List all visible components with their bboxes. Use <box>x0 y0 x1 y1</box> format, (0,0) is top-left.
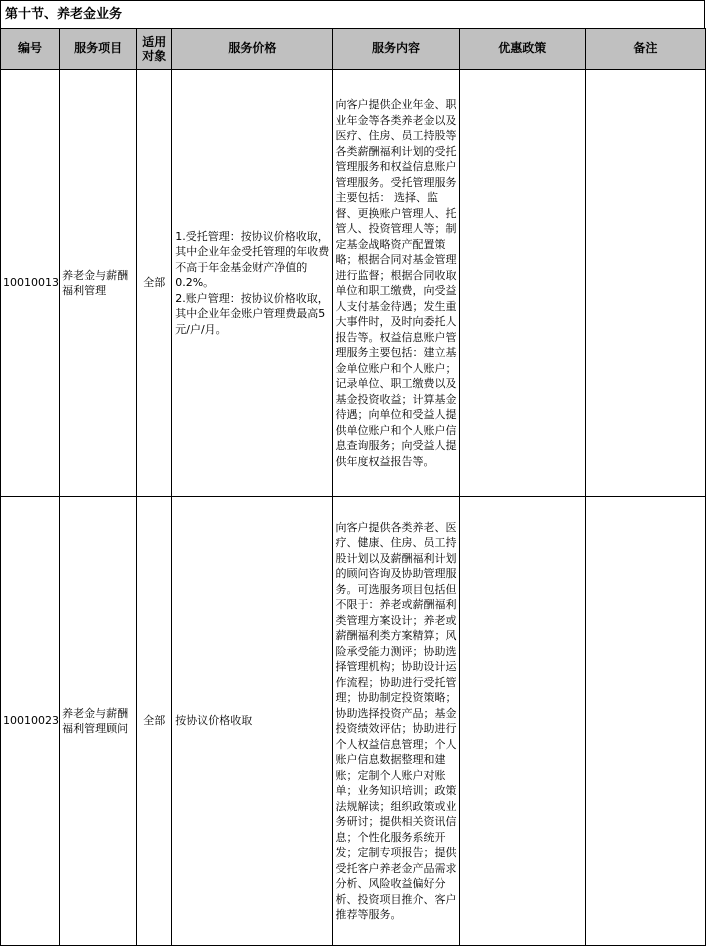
cell-policy <box>459 497 585 946</box>
cell-item: 养老金与薪酬福利管理顾问 <box>60 497 137 946</box>
cell-price: 1.受托管理：按协议价格收取，其中企业年金受托管理的年收费不高于年金基金财产净值的0.2%。 2.账户管理：按协议价格收取，其中企业年金账户管理费最高5元/户/月。 <box>172 70 333 497</box>
cell-code: 10010023 <box>1 497 60 946</box>
table-row <box>1 70 706 497</box>
header-row <box>1 29 706 70</box>
cell-target: 全部 <box>137 497 172 946</box>
cell-policy <box>459 70 585 497</box>
table-row <box>1 497 706 946</box>
header-policy: 优惠政策 <box>459 29 585 70</box>
cell-content: 向客户提供各类养老、医疗、健康、住房、员工持股计划以及薪酬福利计划的顾问咨询及协助管理服务。可选服务项目包括但不限于：养老或薪酬福利类管理方案设计；养老或薪酬福利类方案精算；风险承受能力测评；协助选择管理机构；协助设计运作流程；协助进行受托管理；协助制定投资策略；协助选择投资产品；基金投资绩效评估；协助进行个人权益信息管理；个人账户信息数据整理和建账；定制个人账户对账单；业务知识培训；政策法规解读；组织政策或业务研讨；提供相关资讯信息；个性化服务系统开发；定制专项报告；提供受托客户养老金产品需求分析、风险收益偏好分析、投资项目推介、客户推荐等服务。 <box>333 497 459 946</box>
section-title: 第十节、养老金业务 <box>0 0 705 28</box>
cell-price: 按协议价格收取 <box>172 497 333 946</box>
cell-note <box>585 70 705 497</box>
fee-table <box>0 28 706 946</box>
cell-target: 全部 <box>137 70 172 497</box>
header-code: 编号 <box>1 29 60 70</box>
header-target: 适用对象 <box>137 29 172 70</box>
header-note: 备注 <box>585 29 705 70</box>
header-item: 服务项目 <box>60 29 137 70</box>
cell-item: 养老金与薪酬福利管理 <box>60 70 137 497</box>
header-content: 服务内容 <box>333 29 459 70</box>
cell-note <box>585 497 705 946</box>
cell-code: 10010013 <box>1 70 60 497</box>
header-price: 服务价格 <box>172 29 333 70</box>
cell-content: 向客户提供企业年金、职业年金等各类养老金以及医疗、住房、员工持股等各类薪酬福利计划的受托管理服务和权益信息账户管理服务。受托管理服务主要包括： 选择、监督、更换账户管理人、托管人、投资管理人等；制定基金战略资产配置策略；根据合同对基金管理进行监督；根据合同收取单位和职工缴费，向受益人支付基金待遇；发生重大事件时，及时向委托人报告等。权益信息账户管理服务主要包括：建立基金单位账户和个人账户；记录单位、职工缴费以及基金投资收益；计算基金待遇；向单位和受益人提供单位账户和个人账户信息查询服务；向受益人提供年度权益报告等。 <box>333 70 459 497</box>
